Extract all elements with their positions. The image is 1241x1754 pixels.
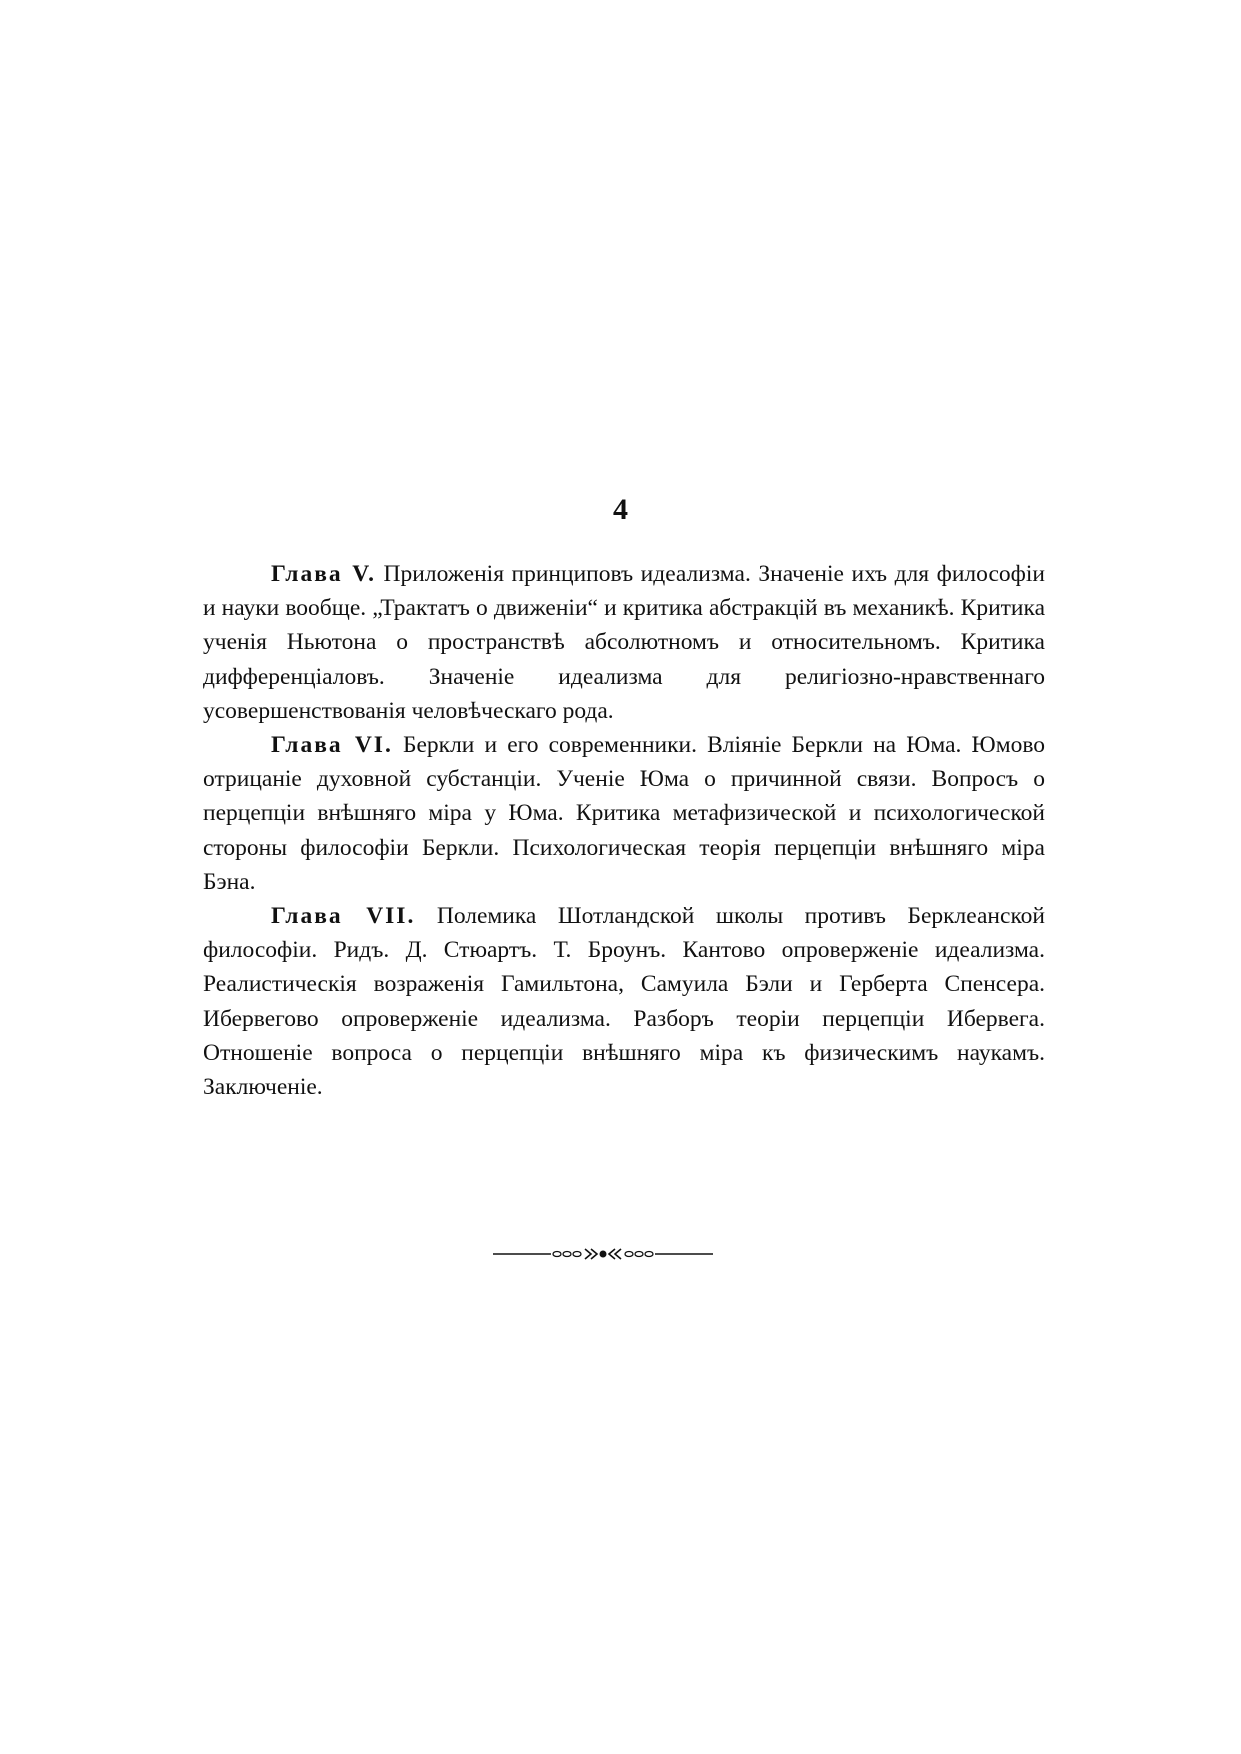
chapter-paragraph-5 <box>203 557 1045 728</box>
chapter-text: Беркли и его современники. Вліяніе Беркли на Юма. Юмово отрицаніе духовной субстанціи. Ученіе Юма о причинной связи. Вопросъ о перцепціи внѣшняго міра у Юма. Критика метафизической и психологической стороны философіи Беркли. Психологическая теорія перцепціи внѣшняго міра Бэна. <box>203 732 1046 895</box>
chapter-label: Глава VI. <box>271 732 393 759</box>
page-number: 4 <box>613 493 628 526</box>
chapter-text: Полемика Шотландской школы противъ Берклеанской философіи. Ридъ. Д. Стюартъ. Т. Броунъ. Кантово опроверженіе идеализма. Реалистическія возраженія Гамильтона, Самуила Бэли и Герберта Спенсера. Ибервегово опроверженіе идеализма. Разборъ теоріи перцепціи Ибервега. Отношеніе вопроса о перцепціи внѣшняго міра къ физическимъ наукамъ. Заключеніе. <box>203 903 1045 1101</box>
chapter-label: Глава V. <box>271 561 377 587</box>
chapter-paragraph-6 <box>203 728 1045 899</box>
chapter-label: Глава VII. <box>271 903 416 930</box>
table-of-contents <box>203 557 1045 1104</box>
decorative-divider <box>493 1246 713 1262</box>
chapter-text: Приложенія принциповъ идеализма. Значеніе ихъ для философіи и науки вообще. „Трактатъ о движеніи“ и критика абстракцій въ механикѣ. Критика ученія Ньютона о пространствѣ абсолютномъ и относительномъ. Критика дифференціаловъ. Значеніе идеализма для религіозно-нравственнаго усовершенствованія человѣческаго рода. <box>203 561 1045 724</box>
chapter-paragraph-7 <box>203 899 1045 1104</box>
